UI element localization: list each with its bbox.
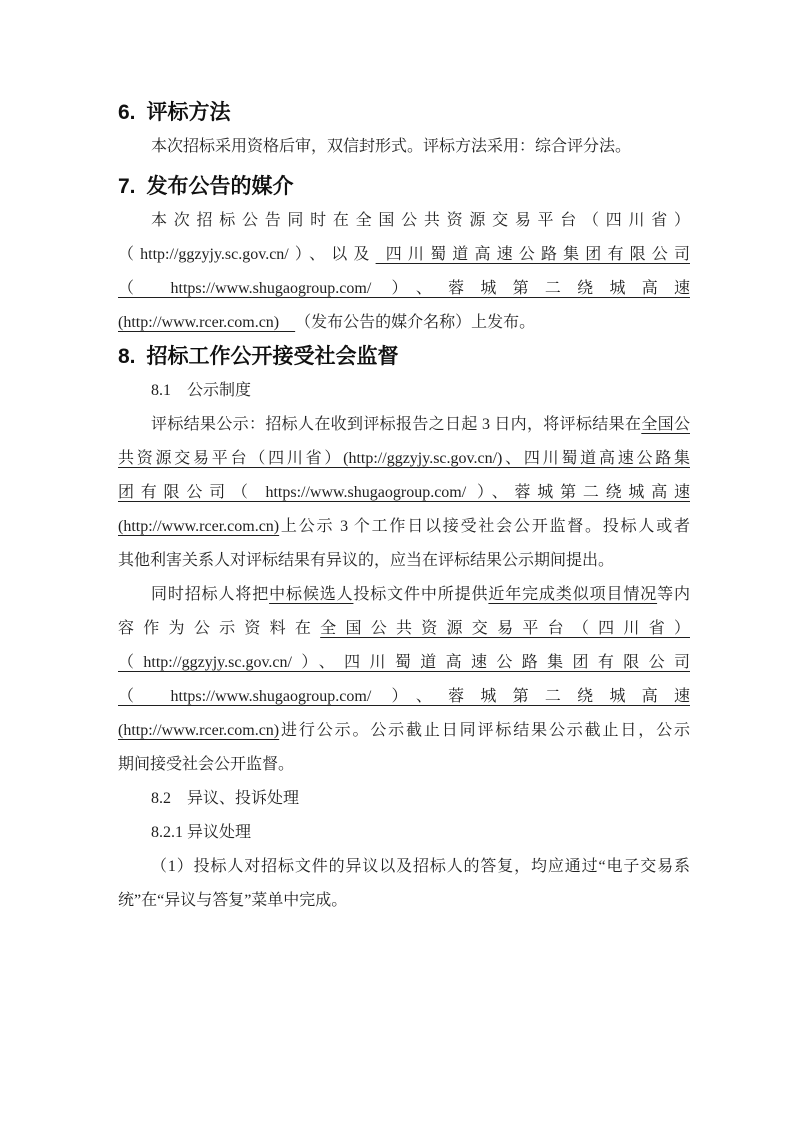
para-a-line-1 [118, 408, 690, 442]
text-segment: （http://ggzyjy.sc.gov.cn/）、以及 [118, 246, 376, 263]
text-segment: 8.2.1 异议处理 [151, 824, 252, 841]
section-7-number: 7. [118, 175, 136, 198]
text-segment: 进行公示。公示截止日同评标结果公示截止日，公示 [279, 722, 690, 739]
para-a-line-4 [118, 510, 690, 544]
para-b-line-1 [118, 578, 690, 612]
para-b-line-5 [118, 714, 690, 748]
para-a-line-5 [118, 544, 690, 578]
subsection-8-2-title [118, 782, 690, 816]
underlined-url-text: (http://www.rcer.com.cn) [118, 518, 280, 535]
underlined-url-text: (http://www.rcer.com.cn) [118, 314, 296, 331]
text-segment: 等内 [657, 586, 690, 603]
text-segment: 容作为公示资料在 [118, 620, 321, 637]
text-segment: 其他利害关系人对评标结果有异议的，应当在评标结果公示期间提出。 [118, 552, 615, 569]
text-segment: 同时招标人将把 [151, 586, 270, 603]
text-segment: 本次招标公告同时在全国公共资源交易平台（四川省） [151, 212, 690, 229]
underlined-text: 共资源交易平台（四川省）(http://ggzyjy.sc.gov.cn/)、四川蜀道高速公路集 [118, 450, 690, 467]
section-7-line-2 [118, 238, 690, 272]
underlined-text: 全国公共资源交易平台（四川省） [320, 620, 690, 637]
section-7-line-1 [118, 204, 690, 238]
para-b-line-4 [118, 680, 690, 714]
section-8-heading [118, 340, 690, 374]
para-c-line-1 [118, 850, 690, 884]
section-7-title: 发布公告的媒介 [146, 175, 294, 198]
underlined-text: 团有限公司（ https://www.shugaogroup.com/ ）、蓉城第二绕城高速 [118, 484, 690, 501]
section-6-number: 6. [118, 101, 136, 124]
document-content [118, 96, 690, 918]
text-segment: （1）投标人对招标文件的异议以及招标人的答复，均应通过“电子交易系 [151, 858, 690, 875]
underlined-text: 中标候选人 [269, 586, 354, 603]
section-6-title: 评标方法 [146, 101, 231, 124]
section-6-heading [118, 96, 690, 130]
text-segment: 统”在“异议与答复”菜单中完成。 [118, 892, 348, 909]
section-7-heading [118, 170, 690, 204]
text-segment: 本次招标采用资格后审，双信封形式。评标方法采用：综合评分法。 [151, 138, 632, 155]
text-segment: 8.1 公示制度 [151, 382, 252, 399]
subsection-8-1-title [118, 374, 690, 408]
text-segment: 上公示 3 个工作日以接受社会公开监督。投标人或者 [279, 518, 690, 535]
para-c-line-2 [118, 884, 690, 918]
underlined-text: （ https://www.shugaogroup.com/ ）、蓉城第二绕城高速 [118, 688, 690, 705]
section-6-body-line [118, 130, 690, 164]
underlined-text: 全国公 [641, 416, 690, 433]
para-b-line-6 [118, 748, 690, 782]
subsection-8-2-1-title [118, 816, 690, 850]
text-segment: 8.2 异议、投诉处理 [151, 790, 300, 807]
underlined-text: 近年完成类似项目情况 [488, 586, 658, 603]
para-b-line-3 [118, 646, 690, 680]
section-8-number: 8. [118, 345, 136, 368]
section-7-line-4 [118, 306, 690, 340]
section-7-line-3 [118, 272, 690, 306]
section-8-title: 招标工作公开接受社会监督 [146, 345, 399, 368]
underlined-text: 四川蜀道高速公路集团有限公司 [375, 246, 690, 263]
text-segment: 投标文件中所提供 [353, 586, 489, 603]
underlined-text: （ https://www.shugaogroup.com/ ）、蓉城第二绕城高速 [118, 280, 690, 297]
para-a-line-3 [118, 476, 690, 510]
text-segment: 评标结果公示：招标人在收到评标报告之日起 3 日内，将评标结果在 [151, 416, 642, 433]
text-segment: （发布公告的媒介名称）上发布。 [295, 314, 536, 331]
underlined-url-text: (http://www.rcer.com.cn) [118, 722, 280, 739]
para-b-line-2 [118, 612, 690, 646]
underlined-text: （http://ggzyjy.sc.gov.cn/）、四川蜀道高速公路集团有限公司 [118, 654, 690, 671]
text-segment: 期间接受社会公开监督。 [118, 756, 295, 773]
para-a-line-2 [118, 442, 690, 476]
